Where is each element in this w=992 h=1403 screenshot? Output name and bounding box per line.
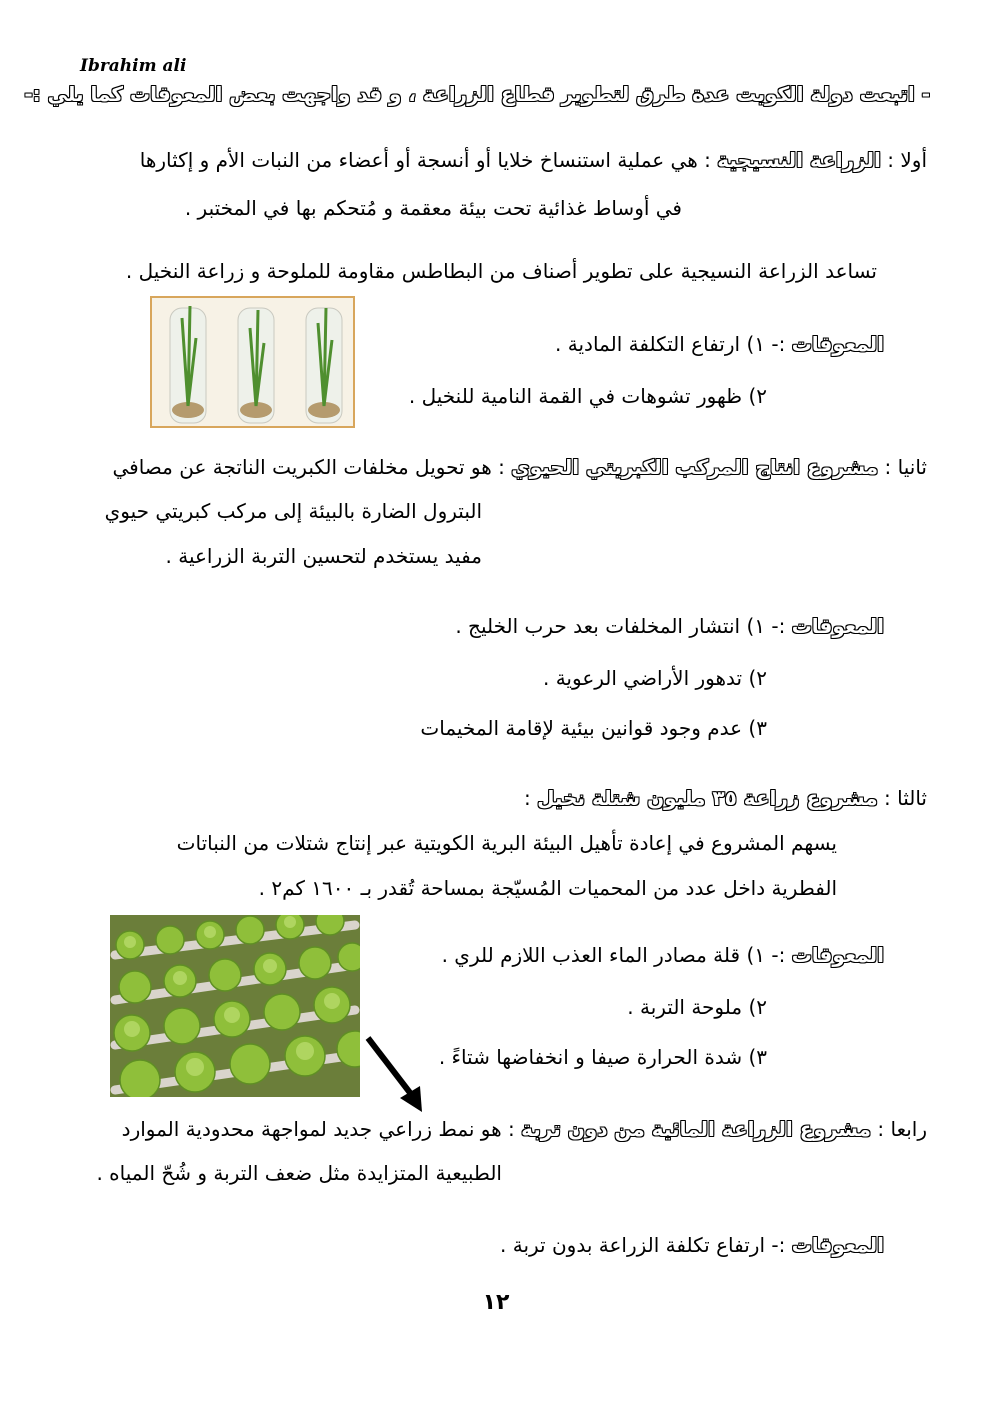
sec4-term: مشروع الزراعة المائية من دون تربة xyxy=(521,1117,872,1141)
sec2-obstacle-3: ٣) عدم وجود قوانين بيئية لإقامة المخيمات xyxy=(420,716,767,740)
sec1-obstacles-label: المعوقات xyxy=(791,332,884,356)
sec2-obstacle1-line xyxy=(455,612,884,640)
sec4-obstacles-label: المعوقات xyxy=(791,1233,884,1257)
sec4-obstacle: :- ارتفاع تكلفة الزراعة بدون تربة . xyxy=(500,1233,786,1257)
sec2-obstacle-2: ٢) تدهور الأراضي الرعوية . xyxy=(542,666,767,690)
sec1-def1: : هي عملية استنساخ خلايا أو أنسجة أو أعضاء من النبات الأم و إكثارها xyxy=(139,148,711,172)
author-name: Ibrahim ali xyxy=(80,56,187,76)
test-tubes-illustration xyxy=(152,298,355,428)
sec3-term: مشروع زراعة ٣٥ مليون شتلة نخيل xyxy=(537,786,878,810)
sec2-def3: مفيد يستخدم لتحسين التربة الزراعية . xyxy=(165,544,482,568)
sec4-prefix: رابعا : xyxy=(877,1117,927,1141)
sec4-def2: الطبيعية المتزايدة مثل ضعف التربة و شُحّ المياه . xyxy=(96,1161,502,1185)
sec3-obstacle1-line xyxy=(442,941,884,969)
sec3-obstacle-3: ٣) شدة الحرارة صيفا و انخفاضها شتاءً . xyxy=(438,1045,767,1069)
sec1-def2: في أوساط غذائية تحت بيئة معقمة و مُتحكم بها في المختبر . xyxy=(184,196,682,220)
sec4-obstacle-line xyxy=(500,1231,884,1259)
lettuce-rows-illustration xyxy=(110,915,360,1097)
sec3-obstacles-label: المعوقات xyxy=(791,943,884,967)
sec2-line1 xyxy=(112,453,927,481)
sec3-def2: الفطرية داخل عدد من المحميات المُسيّجة بمساحة تُقدر بـ ١٦٠٠ كم٢ . xyxy=(258,876,837,900)
sec2-obstacles-sep: :- xyxy=(771,614,786,638)
sec1-obstacle-1: ١) ارتفاع التكلفة المادية . xyxy=(555,332,765,356)
sec3-line1 xyxy=(524,784,927,812)
sec2-term: مشروع انتاج المركب الكبريتي الحيوي xyxy=(511,455,879,479)
sec3-obstacle-1: ١) قلة مصادر الماء العذب اللازم للري . xyxy=(441,943,765,967)
sec2-def2: البترول الضارة بالبيئة إلى مركب كبريتي حيوي xyxy=(104,499,482,523)
sec1-obstacle-2: ٢) ظهور تشوهات في القمة النامية للنخيل . xyxy=(408,384,767,408)
sec3-prefix: ثالثا : xyxy=(884,786,927,810)
sec3-colon: : xyxy=(523,786,531,810)
tissue-culture-photo xyxy=(150,296,355,428)
sec4-line1 xyxy=(122,1115,927,1143)
sec2-def1: : هو تحويل مخلفات الكبريت الناتجة عن مصافي xyxy=(112,455,505,479)
sec1-prefix: أولا : xyxy=(887,148,927,172)
sec3-obstacle-2: ٢) ملوحة التربة . xyxy=(627,995,767,1019)
page-number: ١٢ xyxy=(482,1290,510,1315)
sec2-obstacles-label: المعوقات xyxy=(791,614,884,638)
sec2-obstacle-1: ١) انتشار المخلفات بعد حرب الخليج . xyxy=(455,614,765,638)
lettuce-photo xyxy=(110,915,360,1097)
sec2-prefix: ثانيا : xyxy=(884,455,927,479)
sec1-obstacle1-line xyxy=(555,330,884,358)
sec4-def1: : هو نمط زراعي جديد لمواجهة محدودية الموارد xyxy=(121,1117,515,1141)
sec1-line1 xyxy=(140,146,927,174)
arrow-icon xyxy=(362,1032,432,1114)
sec1-obstacles-sep: :- xyxy=(771,332,786,356)
intro-text: - اتبعت دولة الكويت عدة طرق لتطوير قطاع الزراعة ، و قد واجهت بعض المعوقات كما يلي :- xyxy=(24,82,930,106)
sec3-obstacles-sep: :- xyxy=(771,943,786,967)
intro-heading xyxy=(24,80,930,108)
sec1-note: تساعد الزراعة النسيجية على تطوير أصناف من البطاطس مقاومة للملوحة و زراعة النخيل . xyxy=(125,259,877,283)
sec3-def1: يسهم المشروع في إعادة تأهيل البيئة البرية الكويتية عبر إنتاج شتلات من النباتات xyxy=(176,831,837,855)
sec1-term: الزراعة النسيجية xyxy=(717,148,881,172)
